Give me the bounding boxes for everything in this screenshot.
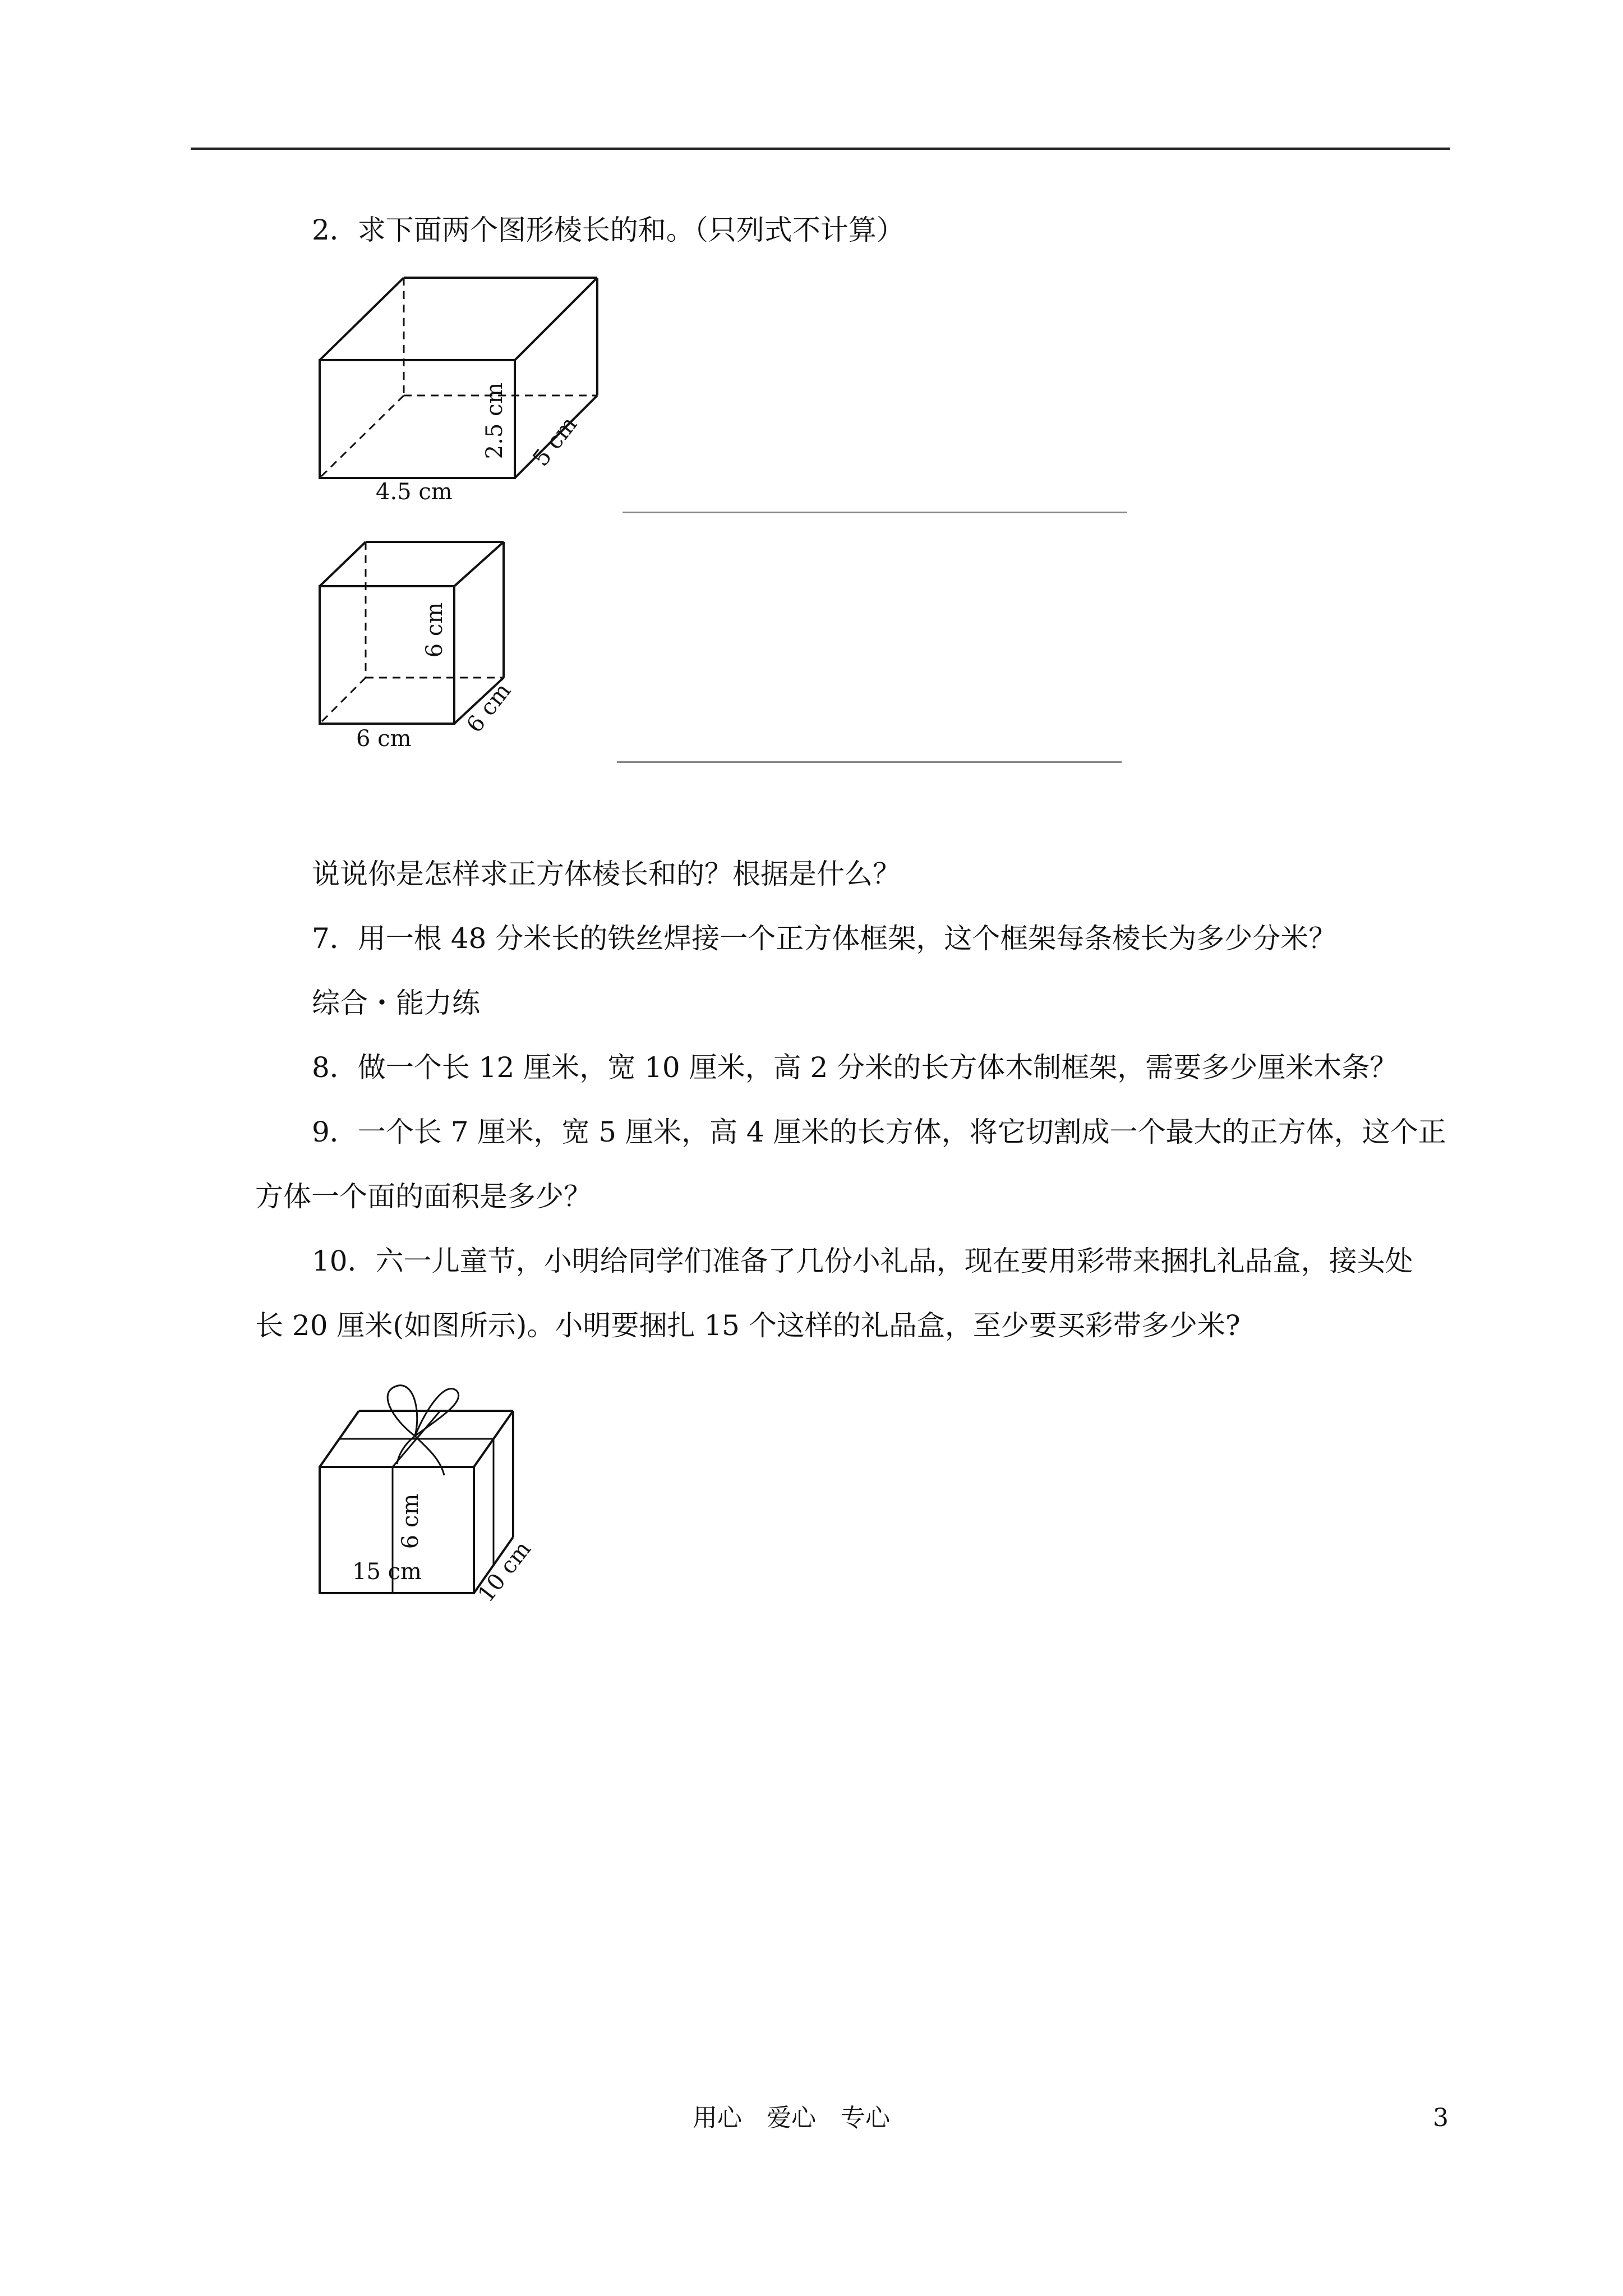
question-8: 8．做一个长 12 厘米，宽 10 厘米，高 2 分米的长方体木制框架，需要多少厘米木条？ [312, 1051, 1398, 1084]
question-9-line-2: 方体一个面的面积是多少？ [255, 1180, 592, 1213]
cuboid-length-label: 4.5 cm [376, 479, 453, 505]
discussion-prompt: 说说你是怎样求正方体棱长和的？根据是什么？ [312, 858, 901, 890]
cube-height-label: 6 cm [422, 602, 448, 658]
question-9-line-1: 9．一个长 7 厘米，宽 5 厘米，高 4 厘米的长方体，将它切割成一个最大的正方体，这个正 [312, 1116, 1446, 1148]
cube-figure [314, 537, 550, 762]
header-rule [191, 148, 1450, 150]
gift-box-width-label: 10 cm [473, 1536, 537, 1607]
cube-width-label: 6 cm [462, 678, 517, 738]
answer-line-1 [623, 512, 1127, 513]
gift-box-height-label: 6 cm [398, 1493, 423, 1549]
footer-motto: 用心 爱心 专心 [693, 2104, 890, 2132]
cuboid-width-label: 5 cm [528, 412, 583, 471]
cuboid-figure [314, 272, 628, 508]
question-2-prompt: 2．求下面两个图形棱长的和。（只列式不计算） [312, 214, 905, 246]
gift-box-length-caption: 15 cm [352, 1559, 422, 1585]
page-number: 3 [1433, 2104, 1449, 2132]
cuboid-height-label: 2.5 cm [482, 382, 508, 459]
question-7: 7．用一根 48 分米长的铁丝焊接一个正方体框架，这个框架每条棱长为多少分米？ [312, 922, 1337, 955]
cube-length-label: 6 cm [356, 726, 412, 752]
question-10-line-2: 长 20 厘米(如图所示)。小明要捆扎 15 个这样的礼品盒，至少要买彩带多少米? [255, 1309, 1241, 1342]
section-title: 综合・能力练 [312, 987, 480, 1019]
question-10-line-1: 10．六一儿童节，小明给同学们准备了几份小礼品，现在要用彩带来捆扎礼品盒，接头处 [312, 1245, 1413, 1277]
answer-line-2 [617, 761, 1122, 763]
gift-box-figure [314, 1380, 550, 1607]
